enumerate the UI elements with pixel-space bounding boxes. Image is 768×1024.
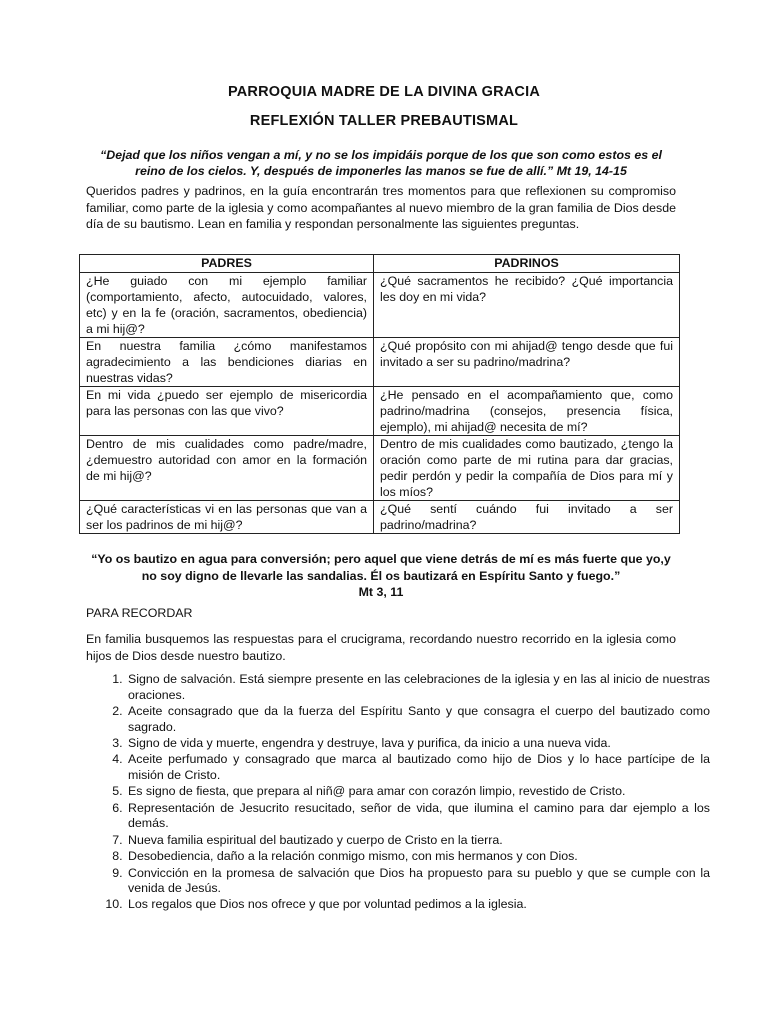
list-item: 2. Aceite consagrado que da la fuerza del Espíritu Santo y que consagra el cuerpo del bautizado como sagrado.: [126, 704, 710, 735]
padrinos-question: ¿Qué sentí cuándo fui invitado a ser padrino/madrina?: [374, 501, 680, 534]
table-row: [80, 501, 680, 534]
list-item: 6. Representación de Jesucrito resucitado, señor de vida, que ilumina el camino para dar ejemplo a los demás.: [126, 801, 710, 832]
list-item: 10. Los regalos que Dios nos ofrece y que por voluntad pedimos a la iglesia.: [126, 897, 710, 913]
intro-paragraph: Queridos padres y padrinos, en la guía encontrarán tres momentos para que reflexionen su compromiso familiar, como parte de la iglesia y como acompañantes al nuevo miembro de la gran familia de Dios desde día de su bautismo. Lean en familia y respondan personalmente las siguientes preguntas.: [86, 184, 676, 231]
padres-question: En nuestra familia ¿cómo manifestamos agradecimiento a las bendiciones diarias en nuestras vidas?: [80, 338, 374, 387]
list-item: 8. Desobediencia, daño a la relación conmigo mismo, con mis hermanos y con Dios.: [126, 849, 710, 865]
parish-name: PARROQUIA MADRE DE LA DIVINA GRACIA: [227, 84, 541, 100]
reflection-table: [79, 254, 680, 534]
table-row: [80, 436, 680, 501]
header-padrinos: PADRINOS: [374, 255, 680, 273]
document-title: REFLEXIÓN TALLER PREBAUTISMAL: [249, 113, 519, 129]
list-item: 4. Aceite perfumado y consagrado que marca al bautizado como hijo de Dios y lo hace partícipe de la misión de Cristo.: [126, 752, 710, 783]
padrinos-question: Dentro de mis cualidades como bautizado, ¿tengo la oración como parte de mi rutina para dar gracias, pedir perdón y pedir la compañía de Dios para mí y los míos?: [374, 436, 680, 501]
second-quote-text: “Yo os bautizo en agua para conversión; pero aquel que viene detrás de mí es más fuerte que yo,y no soy digno de llevarle las sandalias. Él os bautizará en Espíritu Santo y fuego.”: [91, 552, 671, 583]
list-item: 7. Nueva familia espiritual del bautizado y cuerpo de Cristo en la tierra.: [126, 833, 710, 849]
padrinos-question: ¿He pensado en el acompañamiento que, como padrino/madrina (consejos, presencia física, ejemplo), mi ahijad@ necesita de mí?: [374, 387, 680, 436]
opening-quote: “Dejad que los niños vengan a mí, y no se los impidáis porque de los que son como estos es el reino de los cielos. Y, después de imponerles las manos se fue de allí.” Mt 19, 14-15: [100, 148, 662, 178]
header-padres: PADRES: [80, 255, 374, 273]
second-quote: [86, 551, 676, 601]
list-item: 9. Convicción en la promesa de salvación que Dios ha propuesto para su pueblo y que se cumple con la venida de Jesús.: [126, 866, 710, 897]
padres-question: ¿He guiado con mi ejemplo familiar (comportamiento, afecto, autocuidado, valores, etc) y en la fe (oración, sacramentos, obediencia) a mi hij@?: [80, 273, 374, 338]
padres-question: ¿Qué características vi en las personas que van a ser los padrinos de mi hij@?: [80, 501, 374, 534]
table-row: [80, 338, 680, 387]
table-row: [80, 273, 680, 338]
section-title: PARA RECORDAR: [86, 606, 193, 620]
list-item: 3. Signo de vida y muerte, engendra y destruye, lava y purifica, da inicio a una nueva vida.: [126, 736, 710, 752]
list-item: 1. Signo de salvación. Está siempre presente en las celebraciones de la iglesia y en las al inicio de nuestras oraciones.: [126, 672, 710, 703]
second-quote-reference: Mt 3, 11: [358, 585, 404, 599]
crossword-intro: En familia busquemos las respuestas para el crucigrama, recordando nuestro recorrido en la iglesia como hijos de Dios desde nuestro bautizo.: [86, 632, 676, 663]
table-row: [80, 387, 680, 436]
crossword-clues: [86, 672, 710, 914]
table-header-row: [80, 255, 680, 273]
list-item: 5. Es signo de fiesta, que prepara al niñ@ para amar con corazón limpio, revestido de Cristo.: [126, 784, 710, 800]
padrinos-question: ¿Qué sacramentos he recibido? ¿Qué importancia les doy en mi vida?: [374, 273, 680, 338]
padres-question: En mi vida ¿puedo ser ejemplo de misericordia para las personas con las que vivo?: [80, 387, 374, 436]
padres-question: Dentro de mis cualidades como padre/madre, ¿demuestro autoridad con amor en la formación de mi hij@?: [80, 436, 374, 501]
padrinos-question: ¿Qué propósito con mi ahijad@ tengo desde que fui invitado a ser su padrino/madrina?: [374, 338, 680, 387]
